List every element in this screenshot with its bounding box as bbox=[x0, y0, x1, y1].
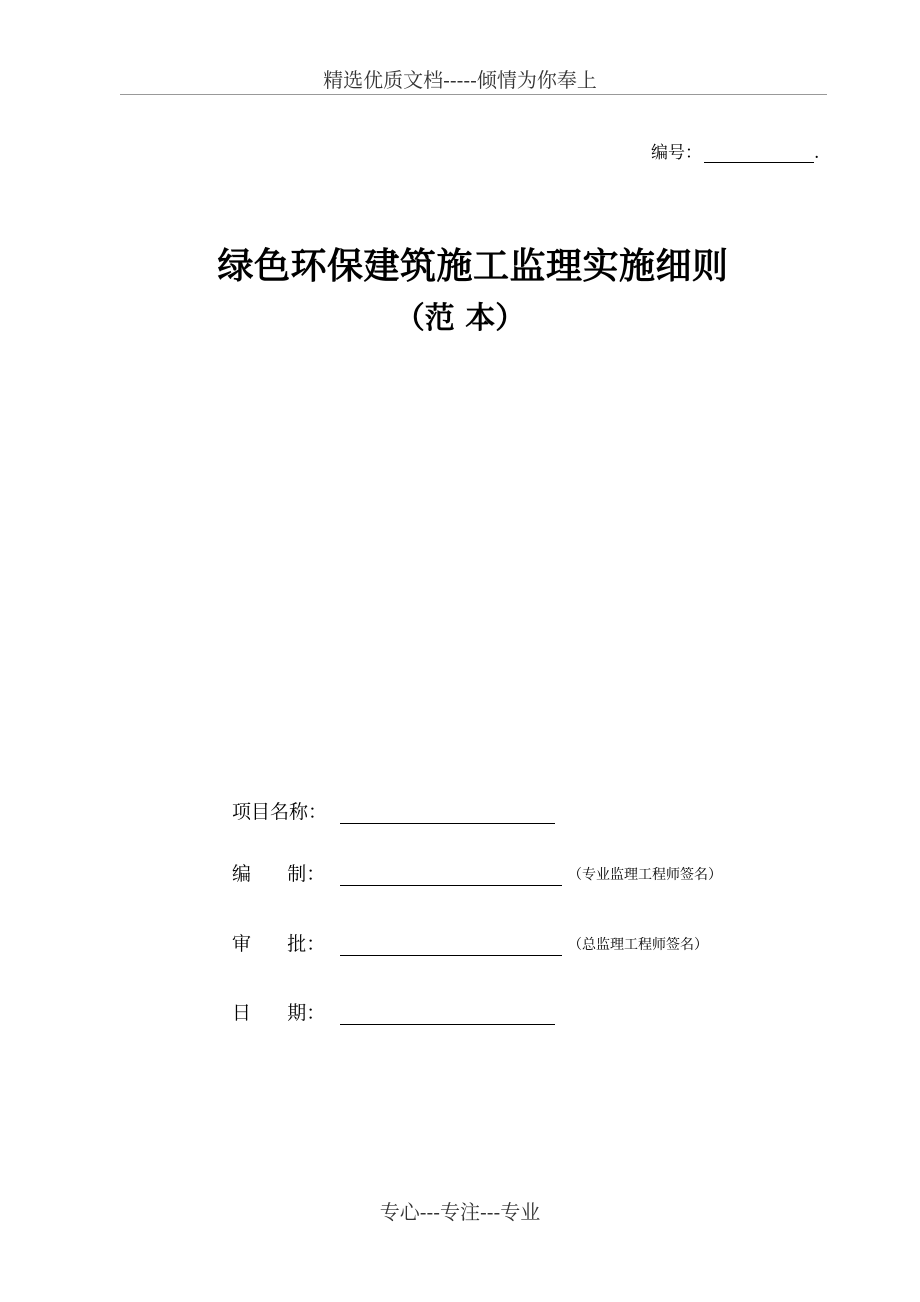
serial-label: 编号： bbox=[651, 143, 702, 163]
serial-suffix: . bbox=[814, 143, 820, 163]
project-name-blank-line[interactable] bbox=[340, 801, 555, 824]
project-name-label: 项目名称： bbox=[232, 801, 328, 823]
approved-by-label: 审 批： bbox=[232, 933, 326, 955]
serial-blank-line[interactable] bbox=[704, 145, 814, 163]
compiled-by-note: （专业监理工程师签名） bbox=[568, 867, 722, 883]
approved-by-field bbox=[232, 929, 708, 957]
document-subtitle: （范 本） bbox=[394, 301, 526, 336]
compiled-by-blank-line[interactable] bbox=[340, 863, 562, 886]
project-name-field bbox=[232, 797, 555, 825]
approved-by-note: （总监理工程师签名） bbox=[568, 937, 708, 953]
approved-by-blank-line[interactable] bbox=[340, 933, 562, 956]
serial-number-field bbox=[651, 138, 819, 163]
compiled-by-field bbox=[232, 859, 722, 887]
date-label: 日 期： bbox=[232, 1002, 326, 1024]
document-title: 绿色环保建筑施工监理实施细则 bbox=[217, 245, 729, 287]
compiled-by-label: 编 制： bbox=[232, 863, 326, 885]
page-header: 精选优质文档-----倾情为你奉上 bbox=[323, 68, 597, 92]
date-blank-line[interactable] bbox=[340, 1002, 555, 1025]
header-divider bbox=[120, 94, 827, 95]
date-field bbox=[232, 998, 555, 1026]
page-footer: 专心---专注---专业 bbox=[379, 1200, 541, 1224]
